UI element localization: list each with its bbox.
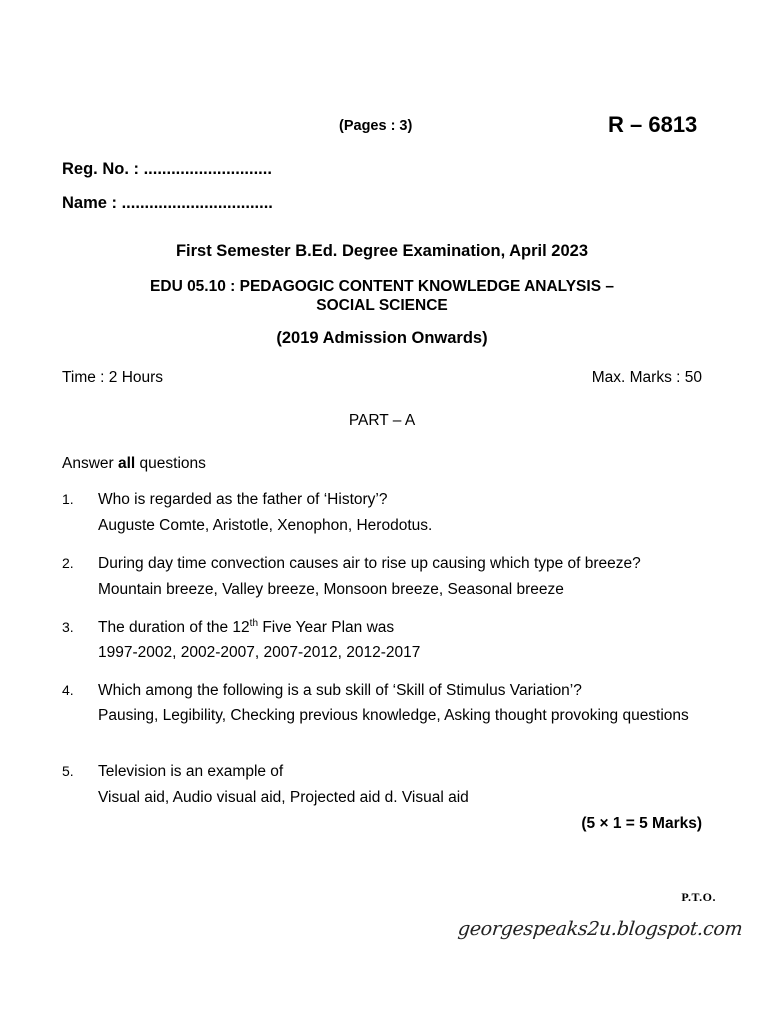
ordinal-suffix: th xyxy=(249,617,259,629)
paper-title xyxy=(62,277,702,315)
name-field: Name : ................................. xyxy=(62,194,273,212)
paper-title-line-1: EDU 05.10 : PEDAGOGIC CONTENT KNOWLEDGE ANALYSIS – xyxy=(150,278,614,295)
question-options: Auguste Comte, Aristotle, Xenophon, Herodotus. xyxy=(98,517,433,534)
marks-total: (5 × 1 = 5 Marks) xyxy=(581,815,702,832)
question-number: 4. xyxy=(62,682,74,698)
pages-count: (Pages : 3) xyxy=(339,118,413,134)
question-number: 5. xyxy=(62,763,74,779)
time-duration: Time : 2 Hours xyxy=(62,369,164,386)
admission-note: (2019 Admission Onwards) xyxy=(276,329,488,347)
instruction-suffix: questions xyxy=(135,455,206,472)
question-number: 3. xyxy=(62,619,74,635)
question-text-main: The duration of the 12 xyxy=(98,619,250,636)
instruction-prefix: Answer xyxy=(62,455,118,472)
question-options: 1997-2002, 2002-2007, 2007-2012, 2012-2017 xyxy=(98,644,421,661)
question-text xyxy=(98,619,702,637)
reg-no-field: Reg. No. : ............................ xyxy=(62,160,272,178)
question-options: Pausing, Legibility, Checking previous knowledge, Asking thought provoking questions xyxy=(98,707,689,724)
instruction-bold: all xyxy=(118,455,136,472)
question-text-rest: Five Year Plan was xyxy=(258,619,395,636)
question-text: During day time convection causes air to rise up causing which type of breeze? xyxy=(98,555,641,572)
question-text: Television is an example of xyxy=(98,763,284,780)
part-heading: PART – A xyxy=(348,412,416,429)
question-number: 1. xyxy=(62,491,74,507)
watermark-url: georgespeaks2u.blogspot.com xyxy=(456,918,744,940)
max-marks: Max. Marks : 50 xyxy=(591,369,702,386)
paper-code: R – 6813 xyxy=(608,112,698,137)
paper-title-line-2: SOCIAL SCIENCE xyxy=(316,297,448,314)
exam-title: First Semester B.Ed. Degree Examination, April 2023 xyxy=(175,242,589,260)
question-number: 2. xyxy=(62,555,74,571)
question-text: Who is regarded as the father of ‘History’? xyxy=(98,491,388,508)
question-text: Which among the following is a sub skill of ‘Skill of Stimulus Variation’? xyxy=(98,682,582,699)
question-options: Visual aid, Audio visual aid, Projected aid d. Visual aid xyxy=(98,789,469,806)
pto-note: P.T.O. xyxy=(681,890,716,904)
instruction xyxy=(62,455,206,473)
question-options: Mountain breeze, Valley breeze, Monsoon breeze, Seasonal breeze xyxy=(98,581,564,598)
